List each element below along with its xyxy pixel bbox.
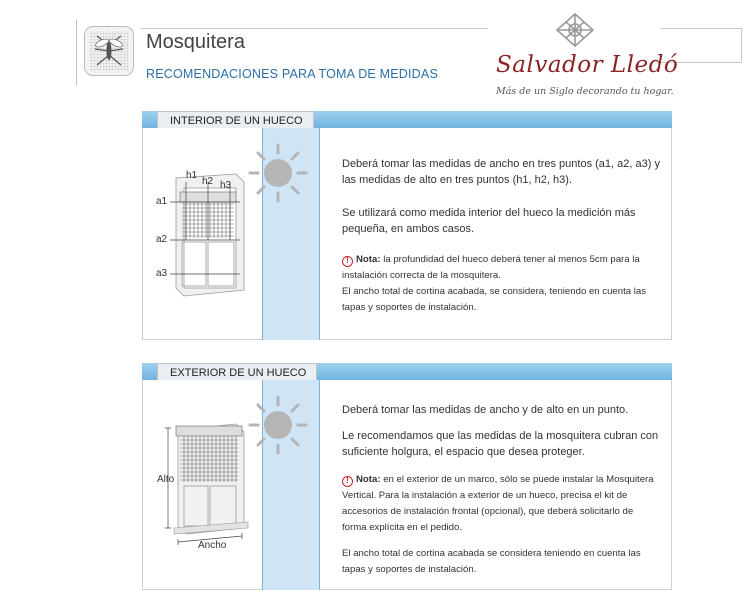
note (342, 252, 660, 284)
label-a3: a3 (156, 268, 168, 279)
paragraph: Se utilizará como medida interior del hueco la medición más pequeña, en ambos casos. (342, 207, 636, 235)
paragraph: Le recomendamos que las medidas de la mosquitera cubran con suficiente holgura, el espacio que desea proteger. (342, 430, 659, 458)
page-subtitle: RECOMENDACIONES PARA TOMA DE MEDIDAS (146, 67, 438, 81)
extra-text: El ancho total de cortina acabada se considera teniendo en cuenta las tapas y soportes de instalación. (342, 548, 641, 575)
extra-text: El ancho total de cortina acabada, se considera, teniendo en cuenta las tapas y soportes de instalación. (342, 286, 647, 313)
note-text: la profundidad del hueco deberá tener al menos 5cm para la instalación correcta de la mosquitera. (342, 254, 640, 281)
logo-brand: Salvador Lledó (496, 52, 679, 78)
note-label: Nota: (356, 474, 381, 485)
page-title: Mosquitera (146, 31, 245, 53)
sun-icon (248, 395, 308, 460)
label-h1: h1 (186, 170, 198, 181)
label-a2: a2 (156, 234, 168, 245)
warning-icon: ! (342, 256, 353, 267)
label-h3: h3 (220, 180, 232, 191)
header-divider-edge (741, 28, 742, 63)
label-ancho: Ancho (198, 540, 227, 551)
tab-interior: INTERIOR DE UN HUECO (157, 111, 314, 131)
note-text: en el exterior de un marco, sólo se puede instalar la Mosquitera Vertical. Para la instalación a exterior de un hueco, precisa el kit de accesorios de instalación frontal (opcional), que deberá solicitarlo de forma explícita en el pedido. (342, 474, 654, 533)
tab-exterior: EXTERIOR DE UN HUECO (157, 363, 317, 383)
header-divider-right (660, 28, 742, 29)
mosquito-icon (84, 26, 134, 76)
note-label: Nota: (356, 254, 381, 265)
paragraph: Deberá tomar las medidas de ancho en tres puntos (a1, a2, a3) y las medidas de alto en tres puntos (h1, h2, h3). (342, 158, 660, 186)
label-alto: Alto (157, 474, 175, 485)
sun-icon (248, 143, 308, 208)
warning-icon: ! (342, 476, 353, 487)
section-exterior-text (342, 402, 660, 578)
paragraph: Deberá tomar las medidas de ancho y de alto en un punto. (342, 404, 629, 416)
label-h2: h2 (202, 176, 214, 187)
note (342, 472, 660, 536)
label-a1: a1 (156, 196, 168, 207)
header-divider (140, 28, 488, 29)
logo-tagline: Más de un Siglo decorando tu hogar. (496, 86, 674, 97)
logo-knot-icon (555, 12, 595, 53)
section-interior-text (342, 156, 660, 316)
